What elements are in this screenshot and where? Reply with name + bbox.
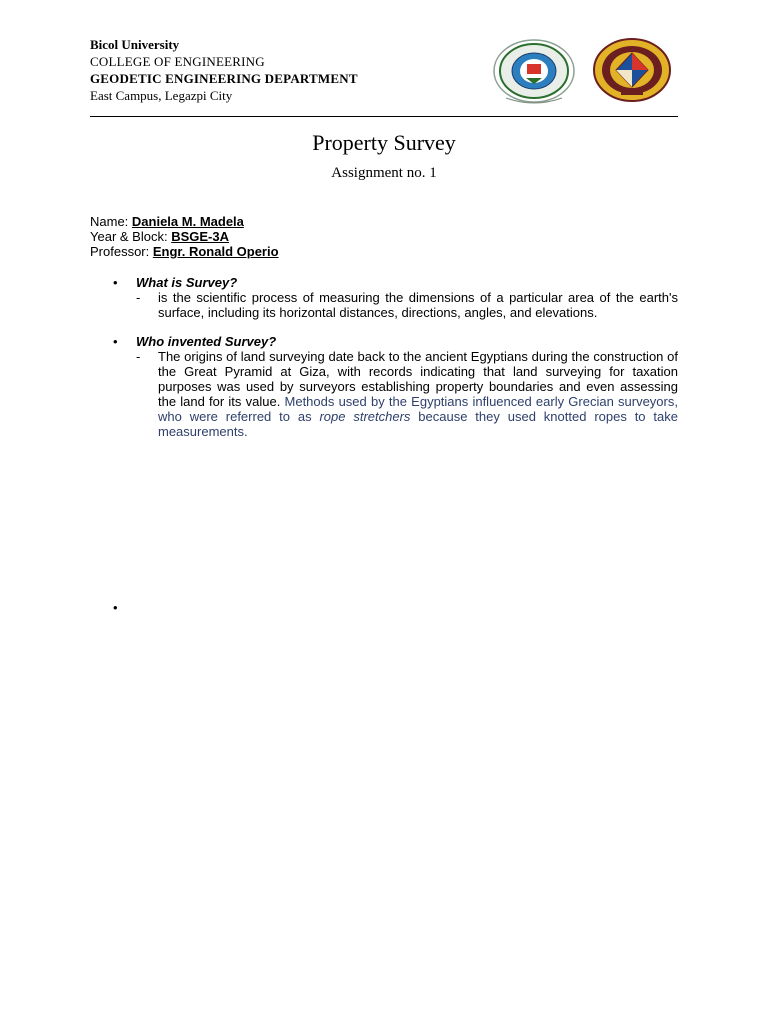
answer-2-part1: The origins of land surveying date back to the ancient Egyptians during the construction of the Great Pyramid at Giza, with records indicating that land surveying for taxation purposes was used by surveyors establishing property boundaries and even assessing the land for its value.	[158, 349, 678, 409]
answer-2-text	[158, 349, 678, 439]
professor-line	[90, 244, 279, 259]
block-label: Year & Block:	[90, 229, 172, 244]
document-header	[90, 36, 680, 112]
name-line	[90, 214, 279, 229]
answer-2	[136, 349, 678, 439]
answer-dash: -	[136, 290, 141, 305]
document-title: Property Survey	[312, 130, 456, 155]
university-name: Bicol University	[90, 37, 180, 52]
answer-2-part3: because they used knotted ropes to take measurements.	[158, 409, 678, 439]
answer-1	[136, 290, 678, 320]
department-name: GEODETIC ENGINEERING DEPARTMENT	[90, 71, 358, 86]
professor-value: Engr. Ronald Operio	[152, 244, 279, 259]
question-1	[113, 275, 237, 290]
header-divider	[90, 116, 678, 117]
question-2-text: Who invented Survey?	[136, 334, 277, 349]
answer-2-italic: rope stretchers	[319, 409, 411, 424]
name-value: Daniela M. Madela	[131, 214, 244, 229]
college-name: COLLEGE OF ENGINEERING	[90, 54, 265, 69]
professor-label: Professor:	[90, 244, 153, 259]
answer-1-text: is the scientific process of measuring the dimensions of a particular area of the earth's surface, including its horizontal distances, directions, angles, and elevations.	[158, 290, 678, 320]
answer-dash: -	[136, 349, 141, 364]
student-info	[90, 214, 279, 259]
bullet: •	[113, 275, 118, 290]
logos	[492, 36, 674, 106]
block-line	[90, 229, 279, 244]
question-2	[113, 334, 276, 349]
question-1-text: What is Survey?	[136, 275, 238, 290]
college-of-engineering-seal-logo	[592, 38, 672, 102]
name-label: Name:	[90, 214, 132, 229]
empty-bullet: •	[113, 600, 118, 615]
bullet: •	[113, 334, 118, 349]
bicol-university-seal-logo	[492, 38, 576, 104]
document-subtitle: Assignment no. 1	[331, 165, 437, 181]
answer-2-part2: Methods used by the Egyptians influenced early Grecian surveyors, who were referred to as	[158, 394, 678, 424]
campus-address: East Campus, Legazpi City	[90, 88, 233, 103]
block-value: BSGE-3A	[171, 229, 229, 244]
